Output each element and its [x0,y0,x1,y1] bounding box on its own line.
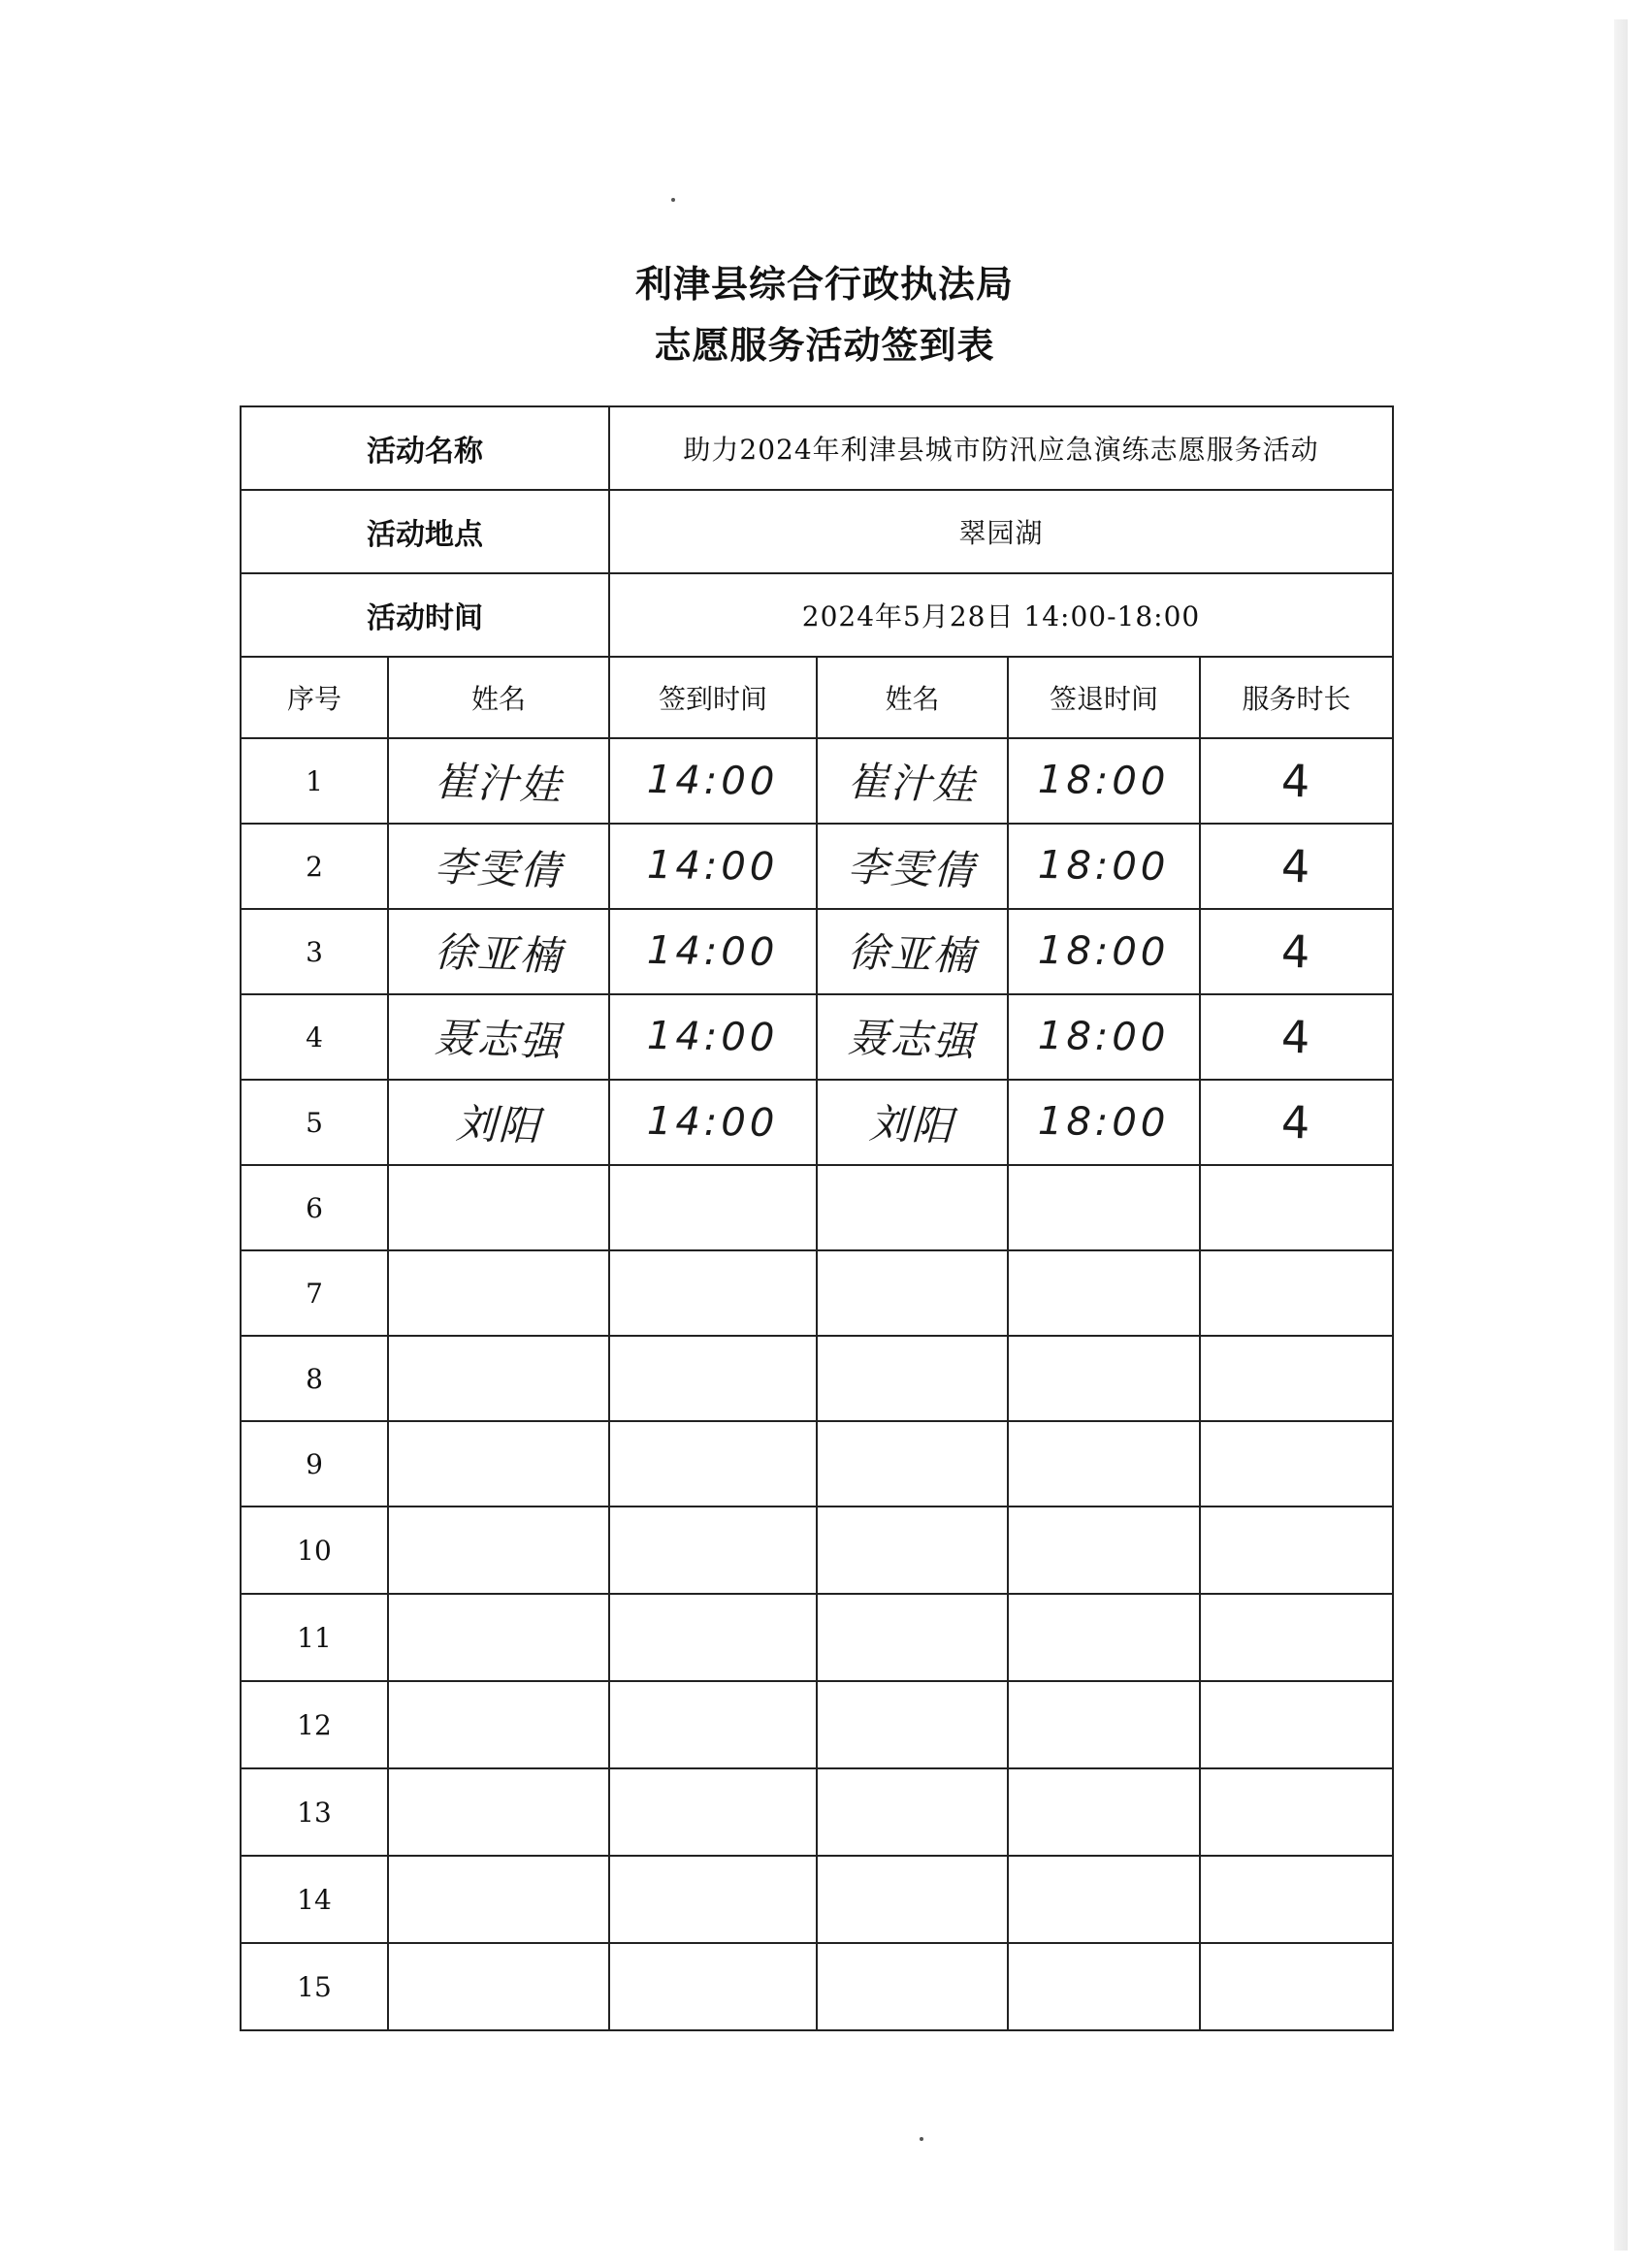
table-row [241,1165,1393,1250]
table-row [241,994,1393,1080]
sign-in-time: 14:00 [646,1013,780,1061]
sign-in-time-cell [609,1421,817,1507]
seq-cell: 3 [306,935,323,968]
name-out-signature-cell [817,1856,1008,1943]
sign-in-time: 14:00 [646,927,780,976]
sign-in-time: 14:00 [646,842,780,891]
seq-cell-cell [241,1336,388,1421]
seq-cell: 8 [306,1362,323,1395]
sign-out-time: 18:00 [1037,1013,1171,1061]
seq-cell: 11 [297,1621,332,1654]
sign-out-time-cell [1008,1856,1200,1943]
sign-out-time-cell [1008,1507,1200,1594]
table-row [241,1080,1393,1165]
activity-place-label: 活动地点 [241,490,609,573]
sign-out-time: 18:00 [1037,1098,1171,1147]
org-title: 利津县综合行政执法局 [634,263,1014,306]
seq-cell: 12 [297,1708,332,1741]
activity-place-row [241,490,1393,573]
sign-in-time-cell [609,1594,817,1681]
name-out-signature-cell [817,909,1008,994]
sign-out-time-cell [1008,994,1200,1080]
sign-in-time-cell [609,909,817,994]
name-in-signature-cell [388,738,609,824]
sign-out-time-cell [1008,909,1200,994]
name-out-signature-cell [817,1594,1008,1681]
seq-cell-cell [241,1507,388,1594]
name-out-signature-cell [817,1080,1008,1165]
activity-place-value: 翠园湖 [609,490,1393,573]
sign-out-time-cell [1008,1080,1200,1165]
name-in-signature-cell [388,1943,609,2030]
column-header-row [241,657,1393,738]
sign-in-time: 14:00 [646,757,780,805]
sign-in-time-cell [609,1681,817,1768]
seq-cell-cell [241,1080,388,1165]
table-row [241,1681,1393,1768]
service-hours-cell [1200,824,1393,909]
table-row [241,738,1393,824]
name-in-signature: 李雯倩 [434,842,564,895]
name-in-signature-cell [388,1165,609,1250]
sign-out-time-cell [1008,1250,1200,1336]
seq-cell-cell [241,909,388,994]
sign-out-time-cell [1008,1681,1200,1768]
service-hours-cell [1200,738,1393,824]
service-hours-cell [1200,994,1393,1080]
name-out-signature-cell [817,1507,1008,1594]
col-header-name-in: 姓名 [388,657,609,738]
sign-out-time: 18:00 [1037,842,1171,891]
name-in-signature-cell [388,824,609,909]
col-header-name-out: 姓名 [817,657,1008,738]
activity-time-value: 2024年5月28日 14:00-18:00 [609,573,1393,657]
sign-out-time: 18:00 [1037,927,1171,976]
sign-in-time-cell [609,1768,817,1856]
name-out-signature-cell [817,1681,1008,1768]
activity-time-row [241,573,1393,657]
sign-out-time-cell [1008,1768,1200,1856]
sign-in-time-cell [609,1165,817,1250]
service-hours-cell [1200,909,1393,994]
sign-in-time-cell [609,1080,817,1165]
seq-cell: 14 [297,1883,332,1916]
sign-out-time: 18:00 [1037,757,1171,805]
sign-in-time-cell [609,994,817,1080]
sign-out-time-cell [1008,1165,1200,1250]
name-in-signature-cell [388,1681,609,1768]
table-row [241,1250,1393,1336]
seq-cell-cell [241,1681,388,1768]
service-hours: 4 [1279,924,1313,979]
seq-cell-cell [241,1594,388,1681]
name-in-signature: 崔汁娃 [434,757,564,810]
name-in-signature: 徐亚楠 [434,927,564,981]
table-row [241,1856,1393,1943]
name-in-signature-cell [388,1336,609,1421]
seq-cell: 1 [306,764,323,797]
seq-cell-cell [241,1856,388,1943]
name-in-signature: 刘阳 [455,1099,542,1150]
service-hours-cell [1200,1250,1393,1336]
sign-in-time-cell [609,1856,817,1943]
service-hours-cell [1200,1165,1393,1250]
name-out-signature: 崔汁娃 [847,757,978,810]
seq-cell-cell [241,738,388,824]
sign-in-table [240,405,1394,2031]
name-in-signature-cell [388,909,609,994]
name-out-signature: 李雯倩 [847,842,978,895]
seq-cell: 9 [306,1447,323,1480]
seq-cell: 5 [306,1106,323,1139]
service-hours: 4 [1279,754,1313,808]
sign-in-time-cell [609,1943,817,2030]
seq-cell-cell [241,1421,388,1507]
table-row [241,1594,1393,1681]
service-hours-cell [1200,1421,1393,1507]
table-row [241,1768,1393,1856]
table-row [241,824,1393,909]
name-in-signature-cell [388,1080,609,1165]
table-row [241,1943,1393,2030]
seq-cell-cell [241,1165,388,1250]
name-in-signature-cell [388,1250,609,1336]
seq-cell: 15 [297,1970,332,2003]
seq-cell: 7 [306,1277,323,1310]
seq-cell: 4 [306,1021,323,1053]
name-out-signature: 徐亚楠 [847,927,978,981]
name-in-signature-cell [388,1421,609,1507]
name-in-signature-cell [388,994,609,1080]
service-hours-cell [1200,1943,1393,2030]
name-in-signature-cell [388,1507,609,1594]
name-out-signature-cell [817,824,1008,909]
seq-cell: 10 [297,1534,332,1567]
sign-in-time-cell [609,1250,817,1336]
sign-in-time-cell [609,824,817,909]
col-header-sign-in-time: 签到时间 [609,657,817,738]
name-out-signature-cell [817,1768,1008,1856]
activity-name-label: 活动名称 [241,406,609,490]
service-hours: 4 [1279,839,1313,893]
activity-name-row [241,406,1393,490]
name-in-signature: 聂志强 [434,1013,564,1066]
service-hours-cell [1200,1507,1393,1594]
scan-speck [920,2137,923,2141]
seq-cell-cell [241,994,388,1080]
scan-speck [671,198,675,202]
seq-cell: 2 [306,850,323,883]
seq-cell-cell [241,1250,388,1336]
name-out-signature: 刘阳 [868,1099,956,1150]
name-out-signature-cell [817,994,1008,1080]
seq-cell-cell [241,824,388,909]
seq-cell-cell [241,1943,388,2030]
seq-cell: 13 [297,1796,332,1829]
service-hours-cell [1200,1681,1393,1768]
service-hours-cell [1200,1768,1393,1856]
service-hours: 4 [1279,1010,1313,1064]
sign-out-time-cell [1008,1336,1200,1421]
sign-in-time-cell [609,738,817,824]
sign-out-time-cell [1008,738,1200,824]
name-out-signature: 聂志强 [847,1013,978,1066]
name-out-signature-cell [817,1336,1008,1421]
sign-in-time-cell [609,1507,817,1594]
service-hours: 4 [1279,1095,1313,1150]
sign-out-time-cell [1008,1421,1200,1507]
name-out-signature-cell [817,1165,1008,1250]
name-in-signature-cell [388,1856,609,1943]
col-header-seq: 序号 [241,657,388,738]
name-in-signature-cell [388,1594,609,1681]
name-out-signature-cell [817,738,1008,824]
service-hours-cell [1200,1080,1393,1165]
activity-time-label: 活动时间 [241,573,609,657]
seq-cell-cell [241,1768,388,1856]
service-hours-cell [1200,1594,1393,1681]
sign-in-time: 14:00 [646,1098,780,1147]
sign-out-time-cell [1008,1943,1200,2030]
name-out-signature-cell [817,1250,1008,1336]
service-hours-cell [1200,1856,1393,1943]
service-hours-cell [1200,1336,1393,1421]
sign-in-time-cell [609,1336,817,1421]
table-row [241,1507,1393,1594]
activity-name-value: 助力2024年利津县城市防汛应急演练志愿服务活动 [609,406,1393,490]
sign-out-time-cell [1008,824,1200,909]
col-header-sign-out-time: 签退时间 [1008,657,1200,738]
table-row [241,909,1393,994]
col-header-service-hours: 服务时长 [1200,657,1393,738]
sign-out-time-cell [1008,1594,1200,1681]
name-in-signature-cell [388,1768,609,1856]
table-row [241,1336,1393,1421]
name-out-signature-cell [817,1943,1008,2030]
name-out-signature-cell [817,1421,1008,1507]
table-row [241,1421,1393,1507]
seq-cell: 6 [306,1191,323,1224]
form-title: 志愿服务活动签到表 [654,324,995,367]
